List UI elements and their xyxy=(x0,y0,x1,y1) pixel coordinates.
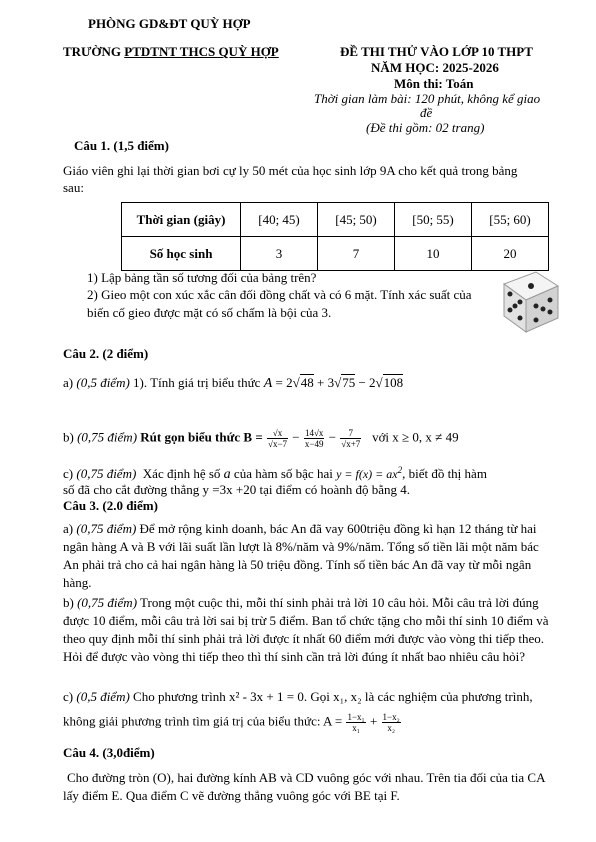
q1-intro: Giáo viên ghi lại thời gian bơi cự ly 50 mét của học sinh lớp 9A cho kết quả trong bảng xyxy=(63,163,518,178)
table-cell: [45; 50) xyxy=(318,203,395,237)
q3a-text: Để mở rộng kinh doanh, bác An đã vay 600triệu đồng kì hạn 12 tháng từ hai ngân hàng A và B với lãi suất lần lượt là 8%/năm và 9%/năm. Tổng số tiền lãi một năm bác An phải trả cho cả hai ngân hàng là 50 triệu đồng. Tính số tiền bác An đã vay từ mỗi ngân hàng. xyxy=(63,521,539,590)
exam-time: Thời gian làm bài: 120 phút, không kể giao xyxy=(314,91,541,106)
table-row xyxy=(122,237,549,271)
q3c-fraction-1: $\frac{\text{1−x₁}}{\text{x₁}}$ xyxy=(347,712,365,733)
q3c-line2: không giải phương trình tìm giá trị của biểu thức: A = xyxy=(63,713,343,729)
q2-part-c: c) (0,75 điểm) Xác định hệ số a của hàm số bậc hai $y = f(x) = ax^2$, biết đồ thị hàm xyxy=(63,465,487,482)
table-cell: 3 xyxy=(241,237,318,271)
q1-part2: 2) Gieo một con xúc xắc cân đối đồng chất và có 6 mặt. Tính xác suất của xyxy=(87,287,472,302)
q2a-expression: A xyxy=(263,376,273,391)
school-name-underlined: PTDTNT THCS QUỲ HỢP xyxy=(124,44,279,59)
q3c-text: Cho phương trình x² - 3x + 1 = 0. Gọi x₁, x₂ là các nghiệm của phương trình, xyxy=(129,689,533,704)
table-cell: [40; 45) xyxy=(241,203,318,237)
q3-part-c-cont: không giải phương trình tìm giá trị của biểu thức: A = $\frac{\text{1−x₁}}{\text{x₁}}$ + $\frac{\text{1−x₂}}{\text{x₂}}$ xyxy=(63,712,400,733)
school-year: NĂM HỌC: 2025-2026 xyxy=(371,60,499,75)
q2b-text: Rút gọn biểu thức B = xyxy=(140,429,263,445)
table-cell: [55; 60) xyxy=(472,203,549,237)
q1-intro-cont: sau: xyxy=(63,180,84,195)
q3-part-a: a) (0,75 điểm) Để mở rộng kinh doanh, bác An đã vay 600triệu đồng kì hạn 12 tháng từ hai ngân hàng A và B với lãi suất lần lượt là 8%/năm và 9%/năm. Tổng số tiền lãi một năm bác An phải trả cho cả hai ngân hàng là 50 triệu đồng. Tính số tiền bác An đã vay từ mỗi ngân hàng. xyxy=(63,521,539,590)
q2b-fraction-3: $\frac{7}{√x+7}$ xyxy=(341,428,361,449)
q3c-fraction-2: $\frac{\text{1−x₂}}{\text{x₂}}$ xyxy=(382,712,400,733)
q2c-text-2: của hàm số bậc hai xyxy=(233,466,333,481)
table-header-time: Thời gian (giây) xyxy=(122,203,241,237)
dice-icon xyxy=(496,266,566,336)
q2-part-a: a) (0,5 điểm) 1). Tính giá trị biểu thức A = 2√48 + 3√75 − 2√108 xyxy=(63,375,404,391)
q3-title: Câu 3. (2.0 điểm) xyxy=(63,498,158,513)
q2c-score: (0,75 điểm) xyxy=(76,466,137,481)
table-header-students: Số học sinh xyxy=(122,237,241,271)
table-cell: 20 xyxy=(472,237,549,271)
q3c-score: (0,5 điểm) xyxy=(76,689,130,704)
table-row xyxy=(122,203,549,237)
q1-part1: 1) Lập bảng tần số tương đối của bảng trên? xyxy=(87,270,317,285)
q2b-fraction-1: $\frac{√x}{√x-7}$ xyxy=(268,428,288,449)
q3-part-c: c) (0,5 điểm) Cho phương trình x² - 3x + 1 = 0. Gọi x₁, x₂ là các nghiệm của phương trình, xyxy=(63,689,533,704)
table-cell: [50; 55) xyxy=(395,203,472,237)
q1-part2-cont: biến cố gieo được mặt có số chấm là bội của 3. xyxy=(87,305,332,320)
q2c-text-1: Xác định hệ số xyxy=(142,466,221,481)
q3-part-b: b) (0,75 điểm) Trong một cuộc thi, mỗi thí sinh phải trả lời 10 câu hỏi. Mỗi câu trả lời đúng được 10 điểm, mỗi câu trả lời sai bị trừ 5 điểm. Ban tổ chức tặng cho mỗi thí sinh 10 điểm và theo quy định mỗi thí sinh phải trả lời được ít nhất 60 điểm mới được vào vòng thi tiếp theo. Hỏi để được vào vòng thi tiếp theo thì thí sinh cần trả lời đúng ít nhất bao nhiêu câu hỏi? xyxy=(63,595,549,664)
q2c-text-3: , biết đồ thị hàm xyxy=(402,466,487,481)
table-cell: 10 xyxy=(395,237,472,271)
q4-title: Câu 4. (3,0điểm) xyxy=(63,745,155,760)
q2-part-c-cont: số đã cho cắt đường thẳng y =3x +20 tại điểm có hoành độ bằng 4. xyxy=(63,482,411,497)
subject: Môn thi: Toán xyxy=(394,76,474,91)
q1-title: Câu 1. (1,5 điểm) xyxy=(74,138,169,153)
school-prefix: TRƯỜNG xyxy=(63,44,125,59)
q2-title: Câu 2. (2 điểm) xyxy=(63,346,149,361)
frequency-table xyxy=(121,202,549,271)
q2-part-b: b) (0,75 điểm) Rút gọn biểu thức B = $\frac{√x}{√x-7}$ − $\frac{14√x}{x-49}$ − $\frac{7}{√x+7}$ với x ≥ 0, x ≠ 49 xyxy=(63,428,459,449)
q2b-fraction-2: $\frac{14√x}{x-49}$ xyxy=(304,428,324,449)
q4-text: Cho đường tròn (O), hai đường kính AB và CD vuông góc với nhau. Trên tia đối của tia CA lấy điểm E. Qua điểm C vẽ đường thẳng vuông góc với BE tại F. xyxy=(63,770,545,803)
q2b-score: (0,75 điểm) xyxy=(77,429,138,445)
exam-title: ĐỀ THI THỬ VÀO LỚP 10 THPT xyxy=(340,44,533,59)
table-cell: 7 xyxy=(318,237,395,271)
q2b-condition: với x ≥ 0, x ≠ 49 xyxy=(372,429,459,445)
q2a-score: (0,5 điểm) xyxy=(76,375,130,390)
q3b-text: Trong một cuộc thi, mỗi thí sinh phải trả lời 10 câu hỏi. Mỗi câu trả lời đúng được 10 điểm, mỗi câu trả lời sai bị trừ 5 điểm. Ban tổ chức tặng cho mỗi thí sinh 10 điểm và theo quy định mỗi thí sinh phải trả lời được ít nhất 60 điểm mới được vào vòng thi tiếp theo. Hỏi để được vào vòng thi tiếp theo thì thí sinh cần trả lời đúng ít nhất bao nhiêu câu hỏi? xyxy=(63,595,549,664)
q2a-text: 1). Tính giá trị biểu thức xyxy=(129,375,264,390)
department-name: PHÒNG GD&ĐT QUỲ HỢP xyxy=(88,16,251,31)
exam-time-cont: đề xyxy=(420,105,433,120)
page-count: (Đề thi gồm: 02 trang) xyxy=(366,120,485,135)
q3b-score: (0,75 điểm) xyxy=(77,595,138,610)
q3a-score: (0,75 điểm) xyxy=(76,521,137,536)
school-name xyxy=(63,44,279,60)
